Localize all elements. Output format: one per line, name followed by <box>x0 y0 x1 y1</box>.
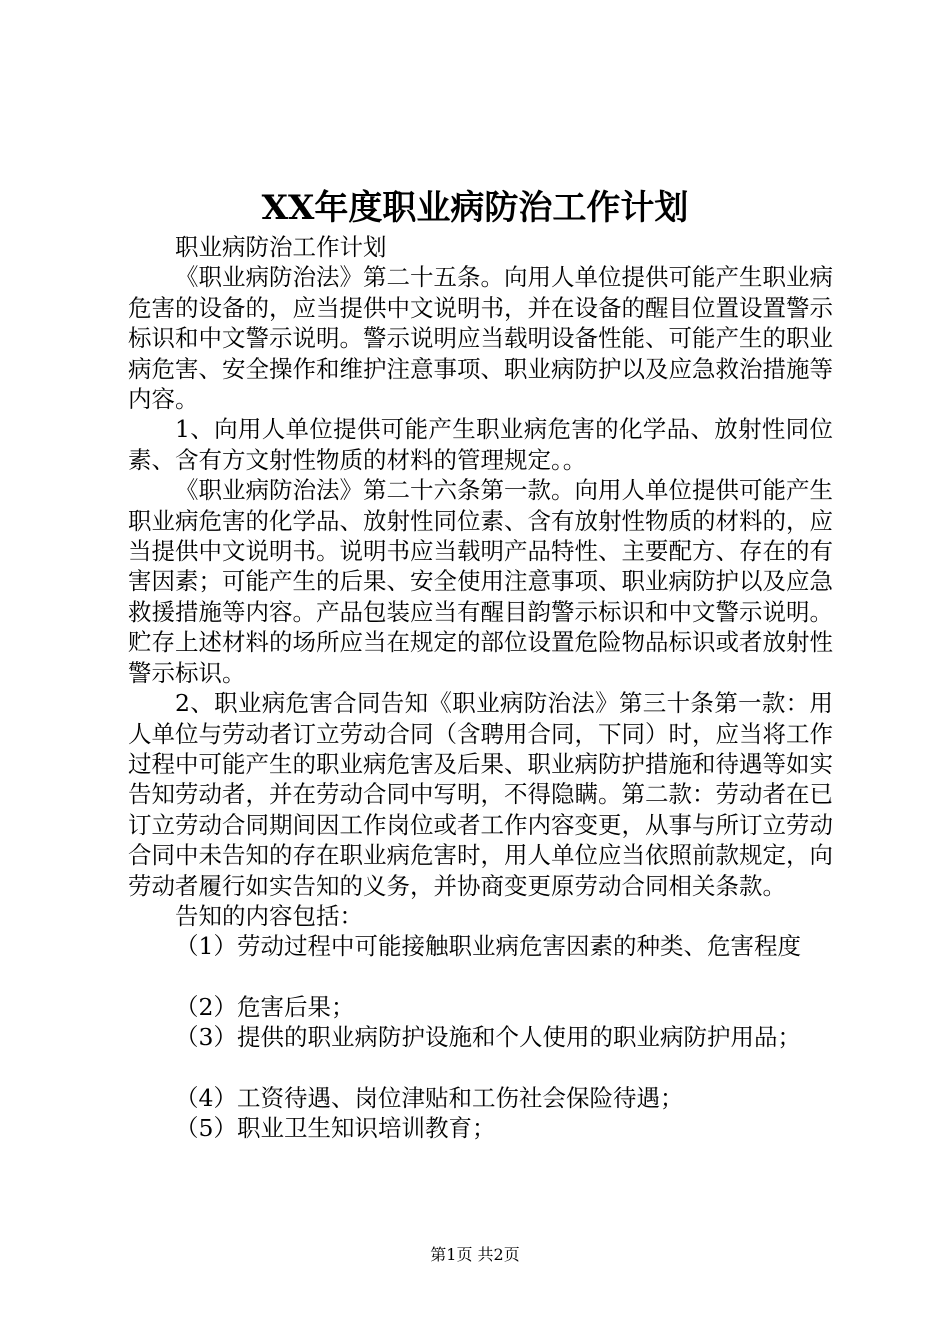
paragraph-notice-contents: 告知的内容包括： <box>175 901 363 930</box>
list-item-4: （4）工资待遇、岗位津贴和工伤社会保险待遇； <box>175 1083 684 1112</box>
paragraph-item-1: 1、向用人单位提供可能产生职业病危害的化学品、放射性同位素、含有方文射性物质的材料的管理规定。。 <box>128 415 833 474</box>
page-footer: 第1页 共2页 <box>430 1245 520 1264</box>
paragraph-item-2: 2、职业病危害合同告知《职业病防治法》第三十条第一款：用人单位与劳动者订立劳动合同（含聘用合同，下同）时，应当将工作过程中可能产生的职业病危害及后果、职业病防护措施和待遇等如实告知劳动者，并在劳动合同中写明，不得隐瞒。第二款：劳动者在已订立劳动合同期间因工作岗位或者工作内容变更，从事与所订立劳动合同中未告知的存在职业病危害时，用人单位应当依照前款规定，向劳动者履行如实告知的义务，并协商变更原劳动合同相关条款。 <box>128 689 833 900</box>
paragraph-article-26: 《职业病防治法》第二十六条第一款。向用人单位提供可能产生职业病危害的化学品、放射性同位素、含有放射性物质的材料的，应当提供中文说明书。说明书应当载明产品特性、主要配方、存在的有害因素；可能产生的后果、安全使用注意事项、职业病防护以及应急救援措施等内容。产品包装应当有醒目韵警示标识和中文警示说明。贮存上述材料的场所应当在规定的部位设置危险物品标识或者放射性警示标识。 <box>128 476 833 687</box>
document-title: XX年度职业病防治工作计划 <box>261 188 689 228</box>
list-item-2: （2）危害后果； <box>175 992 355 1021</box>
subtitle-paragraph: 职业病防治工作计划 <box>175 233 387 261</box>
list-item-5: （5）职业卫生知识培训教育； <box>175 1113 496 1142</box>
list-item-3: （3）提供的职业病防护设施和个人使用的职业病防护用品； <box>175 1023 801 1052</box>
document-body <box>128 232 833 1143</box>
paragraph-article-25: 《职业病防治法》第二十五条。向用人单位提供可能产生职业病危害的设备的，应当提供中文说明书，并在设备的醒目位置设置警示标识和中文警示说明。警示说明应当载明设备性能、可能产生的职业病危害、安全操作和维护注意事项、职业病防护以及应急救治措施等内容。 <box>128 263 833 414</box>
list-item-1: （1）劳动过程中可能接触职业病危害因素的种类、危害程度 <box>175 932 801 961</box>
